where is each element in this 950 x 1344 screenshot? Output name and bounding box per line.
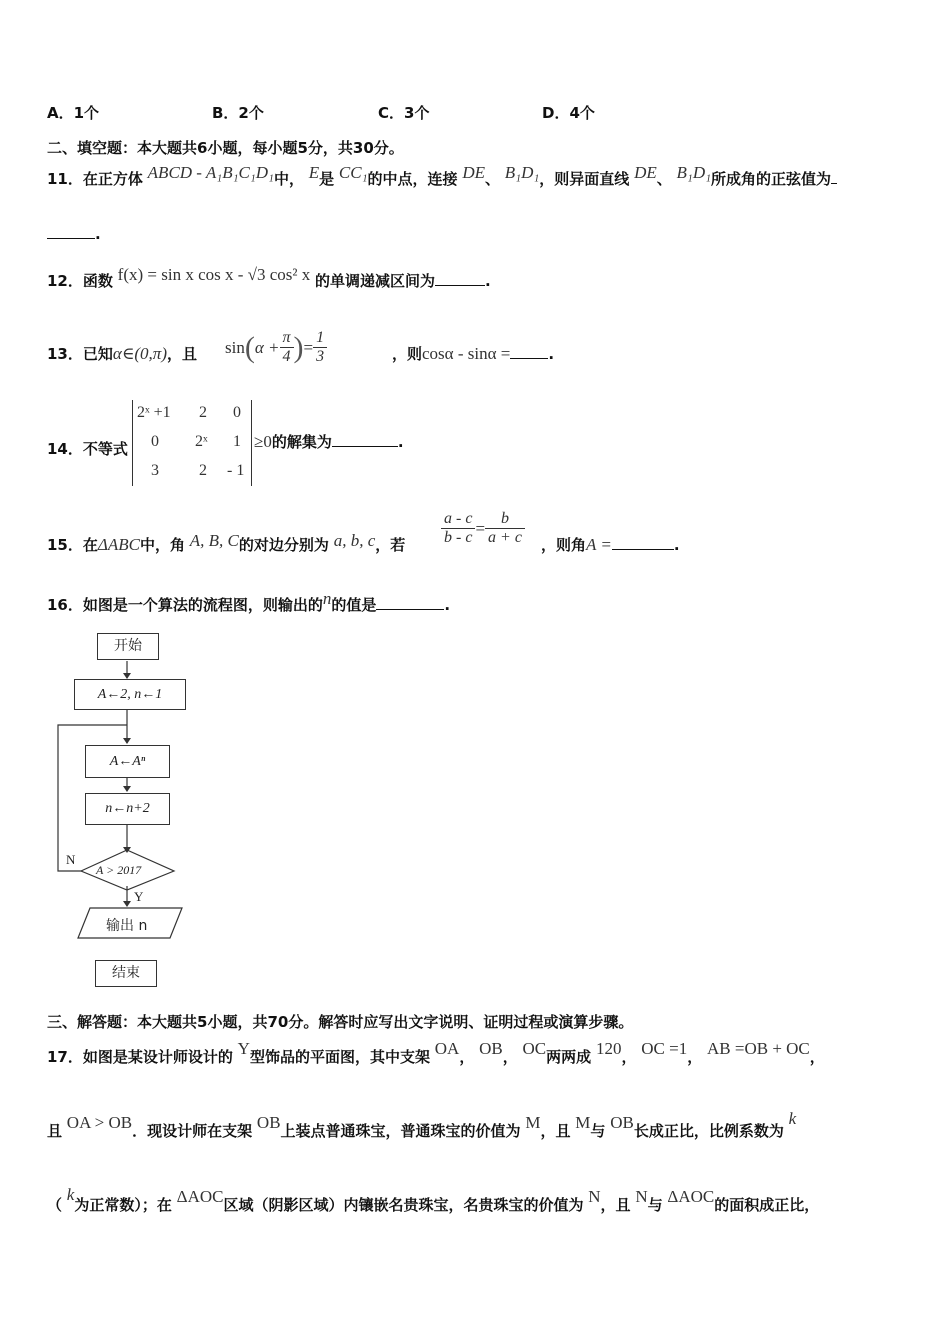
q17-k: k: [66, 1185, 75, 1204]
q17-text: 两两成: [546, 1048, 592, 1066]
q17-m: M: [525, 1113, 541, 1132]
q15-text: ，若: [375, 536, 406, 554]
q13-text: ，且: [167, 345, 198, 363]
period: .: [95, 225, 101, 243]
denominator: 3: [316, 348, 325, 365]
det-cell: 2: [199, 462, 207, 479]
q11-continuation: [47, 225, 910, 243]
q17-y-shape: Y: [237, 1039, 250, 1058]
q15-frac-right: [485, 510, 525, 547]
det-cell: 1: [233, 433, 241, 450]
period: .: [397, 433, 404, 451]
q16-n: n: [322, 589, 332, 608]
answer-blank: [435, 273, 485, 286]
q16-number: 16．: [47, 596, 83, 614]
period: .: [673, 536, 680, 554]
q17-text: 区域（阴影区域）内镶嵌名贵珠宝，名贵珠宝的价值为: [223, 1196, 584, 1214]
q15-text: ，则角: [541, 536, 587, 554]
q13-one-third: [313, 329, 327, 366]
q12-function: f(x) = sin x cos x - √3 cos² x: [117, 265, 311, 284]
numerator: π: [280, 329, 294, 348]
numerator: 1: [313, 329, 327, 348]
option-d: D．4个: [542, 104, 595, 122]
q15-number: 15．: [47, 536, 83, 554]
q17-line-2: [47, 1109, 910, 1141]
q13-number: 13．: [47, 345, 83, 363]
flow-start: 开始: [97, 633, 159, 660]
q13-alpha-range: α∈(0,π): [112, 344, 167, 363]
q14-number: 14．: [47, 440, 83, 458]
q13-sin: sin: [225, 337, 245, 357]
q13-pi-over-4: [280, 329, 294, 366]
q15-sides: a, b, c: [333, 531, 376, 550]
det-cell: 2ˣ +1: [137, 404, 171, 421]
q15-text: 中，角: [139, 536, 185, 554]
equals: =: [475, 518, 486, 538]
q17-text: 长成正比，比例系数为: [633, 1122, 784, 1140]
flow-step-increment: n←n+2: [85, 793, 170, 825]
question-12: [47, 265, 910, 291]
comma: ，: [621, 1048, 637, 1066]
q11-text: 中，: [273, 170, 304, 188]
q16-text: 如图是一个算法的流程图，则输出的: [82, 596, 323, 614]
comma: ，: [502, 1048, 518, 1066]
q15-angle-a: A =: [586, 535, 612, 554]
q17-text: 如图是某设计师设计的: [82, 1048, 233, 1066]
q15-tail: [541, 534, 680, 555]
q15-equation: [441, 510, 525, 547]
question-15: [47, 510, 910, 560]
q12-text: 函数: [82, 272, 113, 290]
answer-blank: [332, 434, 398, 447]
flow-no-label: N: [66, 852, 76, 867]
numerator: a - c: [441, 510, 475, 529]
option-b: B．2个: [212, 104, 264, 122]
answer-blank: [510, 346, 548, 359]
denominator: a + c: [488, 529, 522, 546]
q15-text: 在: [82, 536, 98, 554]
q17-number: 17．: [47, 1048, 83, 1066]
answer-blank: [47, 226, 95, 239]
denominator: 4: [282, 348, 291, 365]
q11-text: 、: [484, 170, 500, 188]
q17-angle: 120: [595, 1039, 622, 1058]
period: .: [444, 596, 451, 614]
q17-text: ．现设计师在支架: [132, 1122, 253, 1140]
q15-text: 的对边分别为: [238, 536, 329, 554]
q17-text: （: [47, 1196, 63, 1214]
q11-text: 在正方体: [82, 170, 143, 188]
q14-text: 不等式: [82, 440, 128, 458]
q17-triangle-aoc: ΔAOC: [667, 1187, 715, 1206]
comma: ，: [459, 1048, 475, 1066]
period: .: [485, 272, 491, 290]
q11-line-b1d1: B₁D₁: [676, 163, 712, 182]
q11-text: 所成角的正弦值为: [711, 170, 832, 188]
q17-n: N: [588, 1187, 601, 1206]
flowchart: [50, 628, 200, 993]
q11-line-b1d1: B₁D₁: [504, 163, 540, 182]
q17-text: ，且: [540, 1122, 571, 1140]
flow-yes-label: Y: [134, 889, 144, 904]
q13-tail: [392, 343, 554, 364]
det-cell: 0: [151, 433, 159, 450]
q11-cube: ABCD - A₁B₁C₁D₁: [147, 163, 274, 182]
q17-text: 且: [47, 1122, 63, 1140]
q13-text: ，则: [392, 345, 423, 363]
flow-condition: A > 2017: [96, 863, 142, 877]
q17-oc: OC: [522, 1039, 547, 1058]
flow-step-power: A←Aⁿ: [85, 745, 170, 778]
question-16: [47, 589, 910, 615]
q14-ge-zero: ≥0: [254, 432, 272, 451]
q17-line-3: [47, 1185, 910, 1215]
q13-alpha-plus: α +: [254, 337, 280, 357]
q14-text: 的解集为: [271, 433, 332, 451]
q17-text: 上装点普通珠宝，普通珠宝的价值为: [280, 1122, 521, 1140]
det-cell: 2ˣ: [195, 433, 208, 450]
q17-m: M: [575, 1113, 591, 1132]
numerator: b: [485, 510, 525, 529]
section2-title: 二、填空题：本大题共6小题，每小题5分，共30分。: [47, 139, 404, 157]
q17-ab-relation: AB =OB + OC: [707, 1039, 810, 1058]
q14-tail: [254, 431, 910, 452]
q17-oa-gt-ob: OA > OB: [66, 1113, 133, 1132]
question-13: [47, 325, 910, 375]
q11-text: 的中点，连接: [367, 170, 458, 188]
det-cell: 2: [199, 404, 207, 421]
q11-text: 是: [319, 170, 335, 188]
q17-k: k: [788, 1109, 797, 1128]
answer-blank: [831, 171, 837, 184]
q17-oa: OA: [434, 1039, 460, 1058]
q17-n: N: [635, 1187, 648, 1206]
question-11: [47, 163, 910, 189]
q17-oc-length: OC =1: [641, 1039, 688, 1058]
paren-left: (: [244, 330, 255, 364]
option-a: A．1个: [47, 104, 100, 122]
q11-point-e: E: [308, 163, 320, 182]
q17-triangle-aoc: ΔAOC: [176, 1187, 224, 1206]
q17-ob: OB: [256, 1113, 281, 1132]
q15-lead: [47, 531, 406, 555]
q14-determinant: [132, 400, 252, 486]
q17-ob: OB: [479, 1039, 503, 1058]
flow-init: A←2, n←1: [74, 679, 186, 710]
q11-line-de: DE: [634, 163, 657, 182]
q17-text: 型饰品的平面图，其中支架: [249, 1048, 430, 1066]
q13-lead: [47, 343, 197, 364]
q15-angles: A, B, C: [189, 531, 239, 550]
q16-text: 的值是: [331, 596, 377, 614]
denominator: b - c: [444, 529, 473, 546]
question-17: [47, 1039, 910, 1067]
det-cell: 0: [233, 404, 241, 421]
answer-blank: [612, 537, 674, 550]
q17-text: 为正常数）；在: [74, 1196, 172, 1214]
comma: ，: [809, 1048, 825, 1066]
q15-frac-left: [441, 510, 475, 547]
period: .: [548, 345, 555, 363]
q11-text: 、: [656, 170, 672, 188]
det-cell: 3: [151, 462, 159, 479]
q13-expression: cosα - sinα =: [422, 344, 511, 363]
q11-edge: CC₁: [338, 163, 368, 182]
q17-text: ，且: [600, 1196, 631, 1214]
q17-text: 的面积成正比，: [714, 1196, 820, 1214]
q13-equation: [225, 329, 327, 366]
answer-blank: [376, 597, 444, 610]
paren-right: ): [293, 330, 304, 364]
q12-text: 的单调递减区间为: [315, 272, 436, 290]
option-c: C．3个: [378, 104, 430, 122]
comma: ，: [687, 1048, 703, 1066]
equals: =: [303, 337, 314, 357]
q15-triangle: ΔABC: [97, 535, 140, 554]
section3-title: 三、解答题：本大题共5小题，共70分。解答时应写出文字说明、证明过程或演算步骤。: [47, 1013, 634, 1031]
q11-text: ，则异面直线: [539, 170, 630, 188]
q13-text: 已知: [82, 345, 113, 363]
q12-number: 12．: [47, 272, 83, 290]
det-cell: - 1: [227, 462, 245, 479]
q17-text: 与: [647, 1196, 663, 1214]
q17-text: 与: [590, 1122, 606, 1140]
flow-end: 结束: [95, 960, 157, 987]
q11-number: 11．: [47, 170, 83, 188]
q11-line-de: DE: [462, 163, 485, 182]
flow-output: 输出 n: [106, 918, 148, 934]
q17-ob: OB: [610, 1113, 634, 1132]
